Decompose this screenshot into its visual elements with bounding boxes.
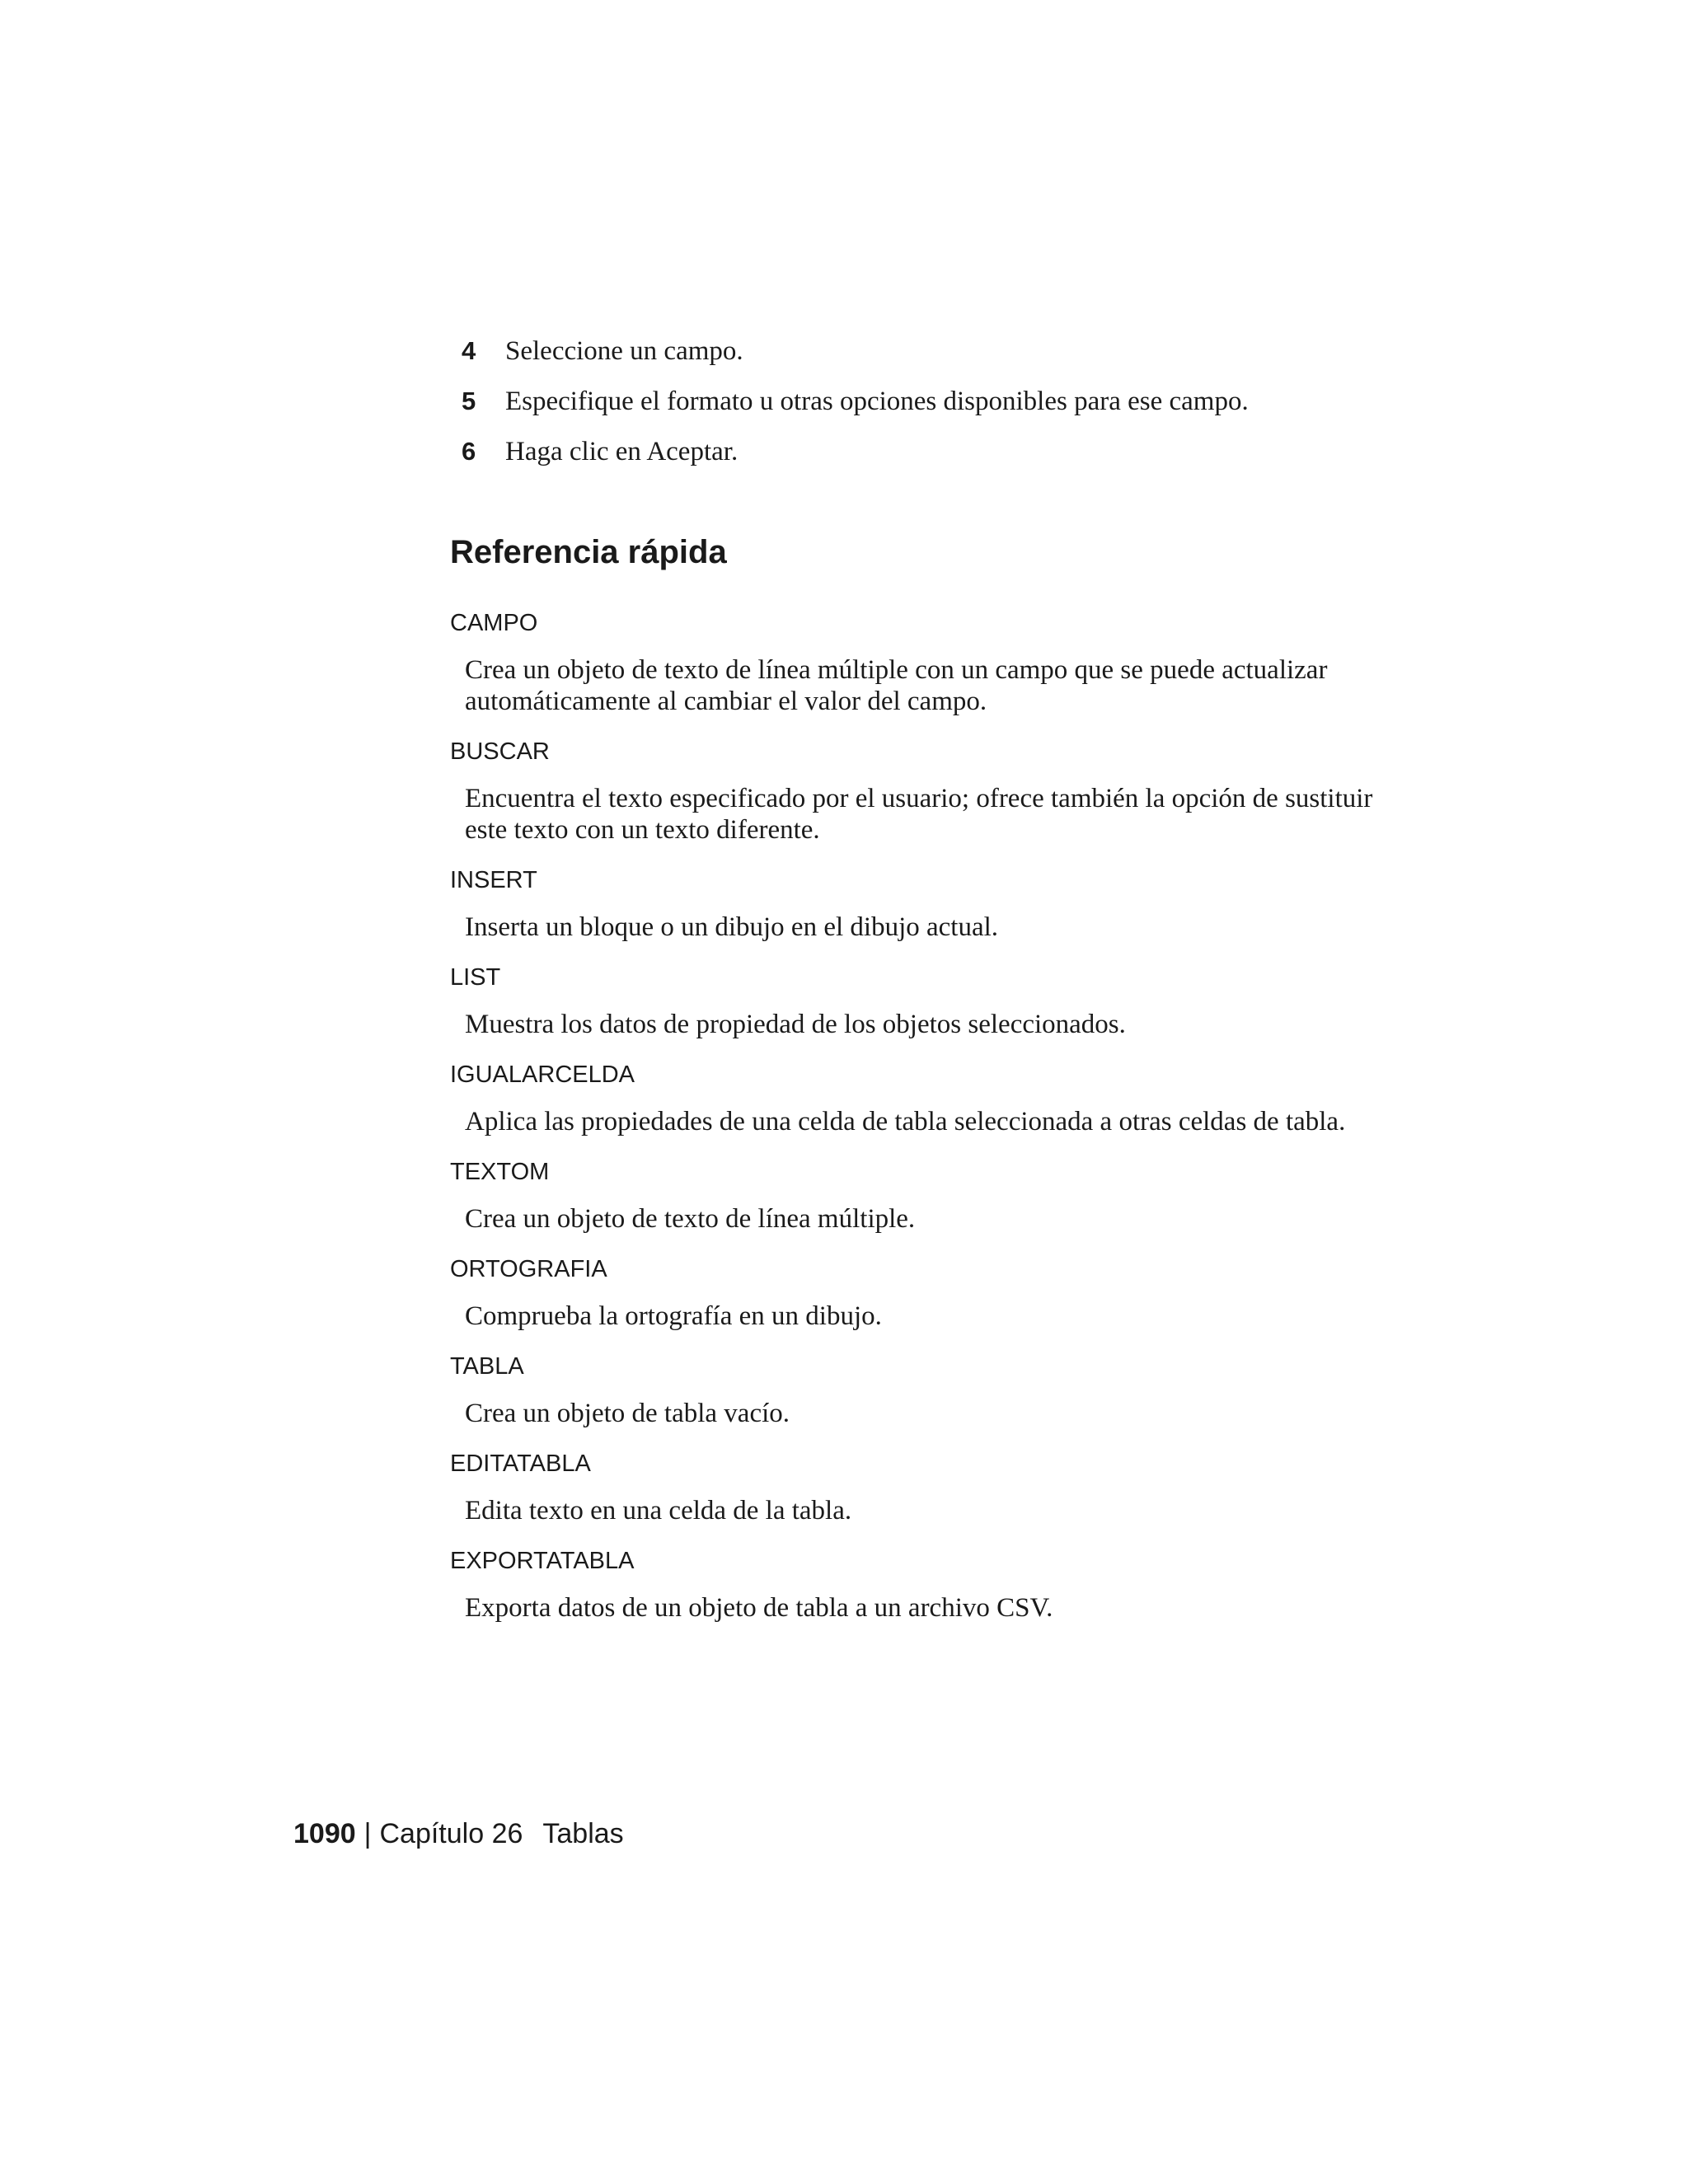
step-item bbox=[462, 387, 1368, 437]
reference-entry bbox=[450, 1157, 1373, 1235]
numbered-steps bbox=[462, 336, 1368, 487]
step-text: Especifique el formato u otras opciones disponibles para ese campo. bbox=[505, 387, 1249, 416]
reference-entry bbox=[450, 737, 1373, 846]
command-name: INSERT bbox=[450, 867, 537, 893]
command-name: LIST bbox=[450, 964, 501, 991]
command-name: BUSCAR bbox=[450, 738, 550, 765]
step-text: Haga clic en Aceptar. bbox=[505, 437, 738, 466]
step-item bbox=[462, 437, 1368, 487]
command-description: Muestra los datos de propiedad de los objetos seleccionados. bbox=[465, 1010, 1126, 1039]
command-name: IGUALARCELDA bbox=[450, 1062, 635, 1088]
command-description: Exporta datos de un objeto de tabla a un archivo CSV. bbox=[465, 1593, 1053, 1623]
reference-entry bbox=[450, 608, 1373, 717]
command-description: Crea un objeto de texto de línea múltiple con un campo que se puede actualizar automáticamente al cambiar el valor del campo. bbox=[465, 655, 1328, 716]
section-title: Referencia rápida bbox=[450, 534, 727, 570]
command-name: CAMPO bbox=[450, 610, 538, 636]
reference-entry bbox=[450, 1352, 1373, 1429]
reference-entry bbox=[450, 1449, 1373, 1526]
reference-entry bbox=[450, 1254, 1373, 1332]
chapter-label: Capítulo 26 bbox=[379, 1818, 523, 1849]
command-name: ORTOGRAFIA bbox=[450, 1256, 607, 1282]
command-name: TEXTOM bbox=[450, 1159, 550, 1185]
step-number: 4 bbox=[462, 336, 476, 365]
page-number: 1090 bbox=[293, 1818, 356, 1849]
command-name: EDITATABLA bbox=[450, 1451, 591, 1477]
reference-entry bbox=[450, 865, 1373, 943]
command-description: Aplica las propiedades de una celda de tabla seleccionada a otras celdas de tabla. bbox=[465, 1107, 1346, 1137]
command-description: Crea un objeto de texto de línea múltiple. bbox=[465, 1204, 916, 1234]
command-description: Inserta un bloque o un dibujo en el dibujo actual. bbox=[465, 912, 999, 942]
step-number: 5 bbox=[462, 387, 476, 415]
command-description: Crea un objeto de tabla vacío. bbox=[465, 1399, 790, 1428]
command-description: Edita texto en una celda de la tabla. bbox=[465, 1496, 852, 1526]
reference-entry bbox=[450, 1060, 1373, 1137]
step-number: 6 bbox=[462, 437, 476, 466]
command-name: EXPORTATABLA bbox=[450, 1548, 635, 1574]
step-text: Seleccione un campo. bbox=[505, 336, 743, 366]
footer-separator: | bbox=[363, 1818, 372, 1849]
chapter-title: Tablas bbox=[542, 1818, 624, 1849]
step-item bbox=[462, 336, 1368, 387]
reference-entry bbox=[450, 963, 1373, 1040]
quick-reference-list bbox=[450, 608, 1373, 1643]
command-name: TABLA bbox=[450, 1353, 524, 1380]
command-description: Comprueba la ortografía en un dibujo. bbox=[465, 1301, 882, 1331]
reference-entry bbox=[450, 1546, 1373, 1624]
page-footer bbox=[293, 1818, 624, 1850]
command-description: Encuentra el texto especificado por el usuario; ofrece también la opción de sustituir este texto con un texto diferente. bbox=[465, 784, 1373, 845]
